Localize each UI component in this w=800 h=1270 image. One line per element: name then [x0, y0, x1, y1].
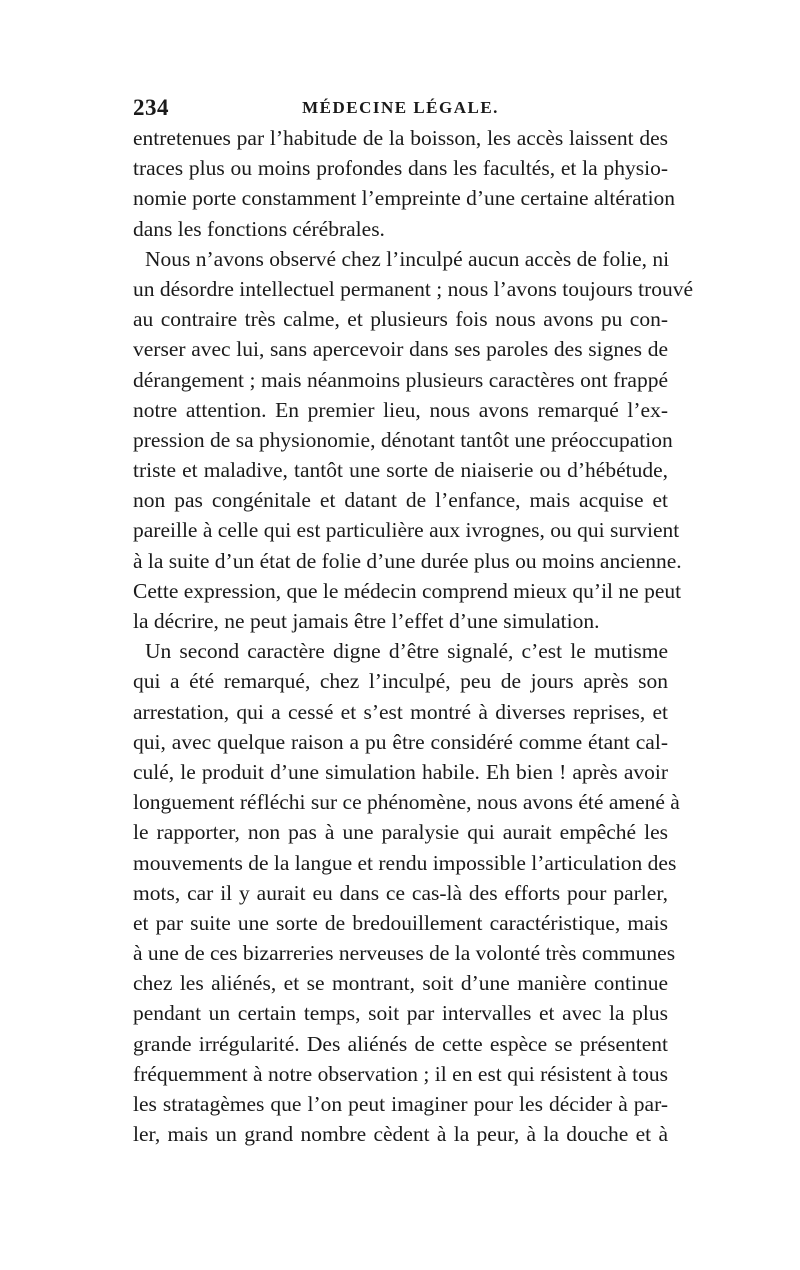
text-line: chez les aliénés, et se montrant, soit d’une manière continue: [133, 971, 668, 996]
text-line: les stratagèmes que l’on peut imaginer pour les décider à par-: [133, 1092, 668, 1116]
text-line: non pas congénitale et datant de l’enfance, mais acquise et: [133, 488, 668, 513]
text-line: traces plus ou moins profondes dans les facultés, et la physio-: [133, 156, 668, 181]
running-head: [133, 95, 668, 125]
text-line: à la suite d’un état de folie d’une durée plus ou moins ancienne.: [133, 548, 682, 573]
text-line: qui a été remarqué, chez l’inculpé, peu de jours après son: [133, 669, 668, 694]
body-text: [133, 123, 694, 1149]
text-line: pendant un certain temps, soit par intervalles et avec la plus: [133, 1001, 668, 1026]
text-line: fréquemment à notre observation ; il en est qui résistent à tous: [133, 1061, 668, 1086]
text-line: à une de ces bizarreries nerveuses de la volonté très communes: [133, 941, 676, 966]
text-line: mots, car il y aurait eu dans ce cas-là des efforts pour parler,: [133, 880, 668, 905]
text-line: dans les fonctions cérébrales.: [133, 216, 385, 241]
text-line: un désordre intellectuel permanent ; nous l’avons toujours trouvé: [133, 276, 694, 301]
text-line: triste et maladive, tantôt une sorte de niaiserie ou d’hébétude,: [133, 458, 668, 483]
text-line: ler, mais un grand nombre cèdent à la peur, à la douche et à: [133, 1122, 668, 1147]
text-line: le rapporter, non pas à une paralysie qui aurait empêché les: [133, 820, 668, 845]
text-line: arrestation, qui a cessé et s’est montré à diverses reprises, et: [133, 699, 668, 724]
text-line: mouvements de la langue et rendu impossible l’articulation des: [133, 850, 677, 875]
text-line: entretenues par l’habitude de la boisson, les accès laissent des: [133, 126, 668, 150]
text-line: longuement réfléchi sur ce phénomène, nous avons été amené à: [133, 790, 680, 815]
text-line: verser avec lui, sans apercevoir dans ses paroles des signes de: [133, 337, 668, 362]
text-line: Cette expression, que le médecin comprend mieux qu’il ne peut: [133, 578, 682, 603]
page-number: 234: [133, 95, 169, 120]
text-line: la décrire, ne peut jamais être l’effet d’une simulation.: [133, 609, 600, 633]
text-line: grande irrégularité. Des aliénés de cette espèce se présentent: [133, 1031, 668, 1056]
text-line: et par suite une sorte de bredouillement caractéristique, mais: [133, 910, 668, 935]
paragraph-start-line: Un second caractère digne d’être signalé, c’est le mutisme: [145, 639, 668, 664]
text-line: qui, avec quelque raison a pu être considéré comme étant cal-: [133, 729, 668, 754]
text-line: pareille à celle qui est particulière aux ivrognes, ou qui survient: [133, 518, 680, 543]
paragraph-start-line: Nous n’avons observé chez l’inculpé aucun accès de folie, ni: [145, 246, 670, 271]
running-title: MÉDECINE LÉGALE.: [302, 98, 499, 117]
text-line: au contraire très calme, et plusieurs fois nous avons pu con-: [133, 307, 668, 332]
text-line: notre attention. En premier lieu, nous avons remarqué l’ex-: [133, 397, 668, 422]
text-line: pression de sa physionomie, dénotant tantôt une préoccupation: [133, 427, 673, 452]
text-line: culé, le produit d’une simulation habile. Eh bien ! après avoir: [133, 759, 668, 784]
text-line: nomie porte constamment l’empreinte d’une certaine altération: [133, 186, 676, 211]
text-line: dérangement ; mais néanmoins plusieurs caractères ont frappé: [133, 367, 668, 392]
